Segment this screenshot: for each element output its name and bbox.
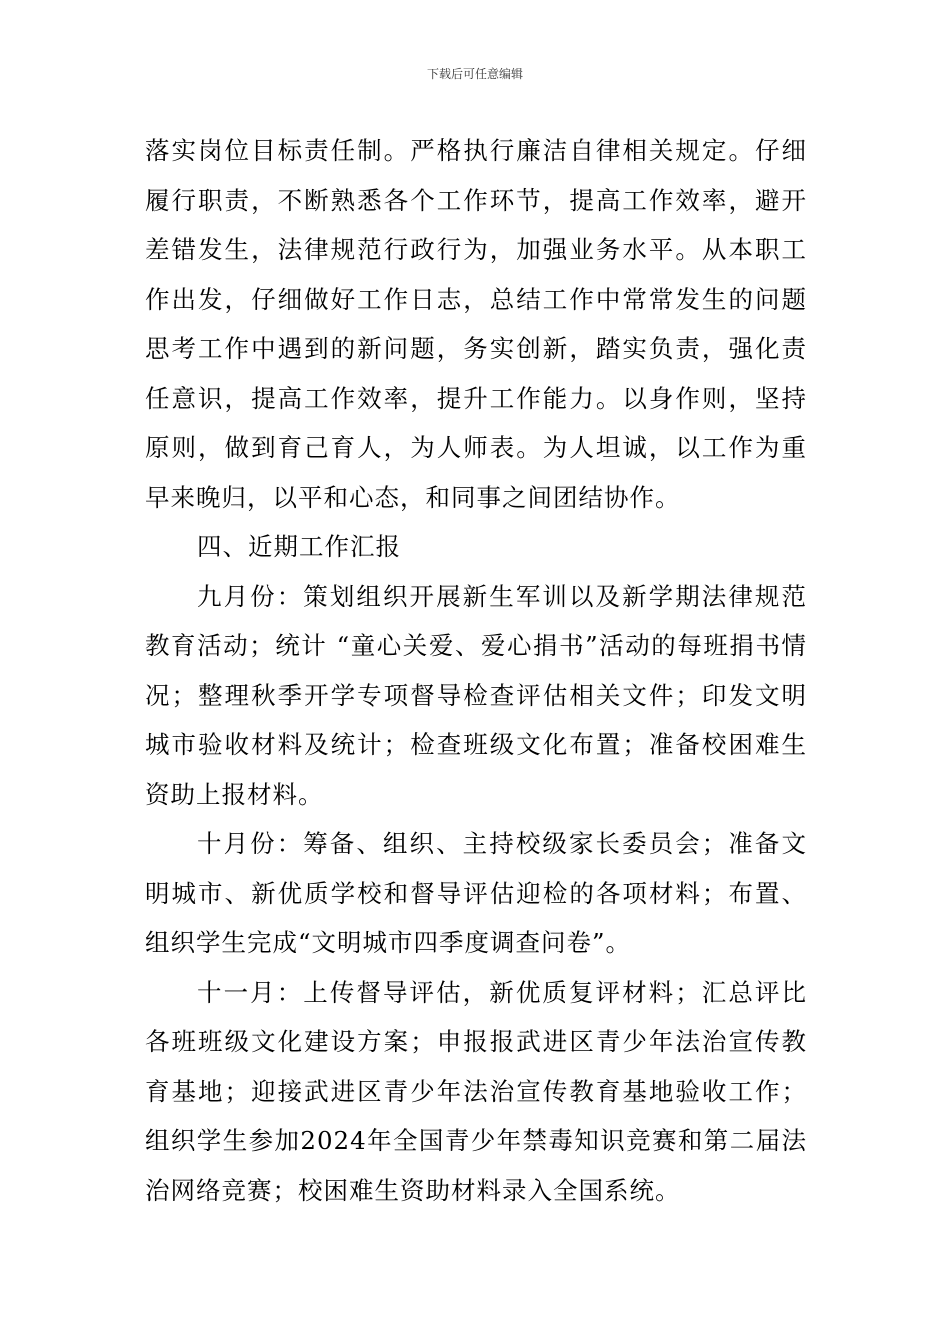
paragraph-november: 十一月：上传督导评估，新优质复评材料；汇总评比各班班级文化建设方案；申报报武进区青少年法治宣传教育基地；迎接武进区青少年法治宣传教育基地验收工作；组织学生参加2024年全国青少年禁毒知识竞赛和第二届法治网络竞赛；校困难生资助材料录入全国系统。 — [145, 977, 807, 1205]
paragraph-september: 九月份：策划组织开展新生军训以及新学期法律规范教育活动；统计 “童心关爱、爱心捐书”活动的每班捐书情况；整理秋季开学专项督导检查评估相关文件；印发文明城市验收材料及统计；检查班级文化布置；准备校困难生资助上报材料。 — [145, 581, 807, 809]
section-heading-recent-work: 四、近期工作汇报 — [197, 532, 401, 561]
paragraph-responsibility: 落实岗位目标责任制。严格执行廉洁自律相关规定。仔细履行职责，不断熟悉各个工作环节，提高工作效率，避开差错发生，法律规范行政行为，加强业务水平。从本职工作出发，仔细做好工作日志，总结工作中常常发生的问题思考工作中遇到的新问题，务实创新，踏实负责，强化责任意识，提高工作效率，提升工作能力。以身作则，坚持原则，做到育己育人，为人师表。为人坦诚，以工作为重早来晚归，以平和心态，和同事之间团结协作。 — [145, 136, 807, 512]
document-body — [145, 126, 807, 1215]
page-header-note: 下载后可任意编辑 — [426, 67, 523, 81]
paragraph-october: 十月份：筹备、组织、主持校级家长委员会；准备文明城市、新优质学校和督导评估迎检的各项材料；布置、组织学生完成“文明城市四季度调查问卷”。 — [145, 829, 807, 957]
